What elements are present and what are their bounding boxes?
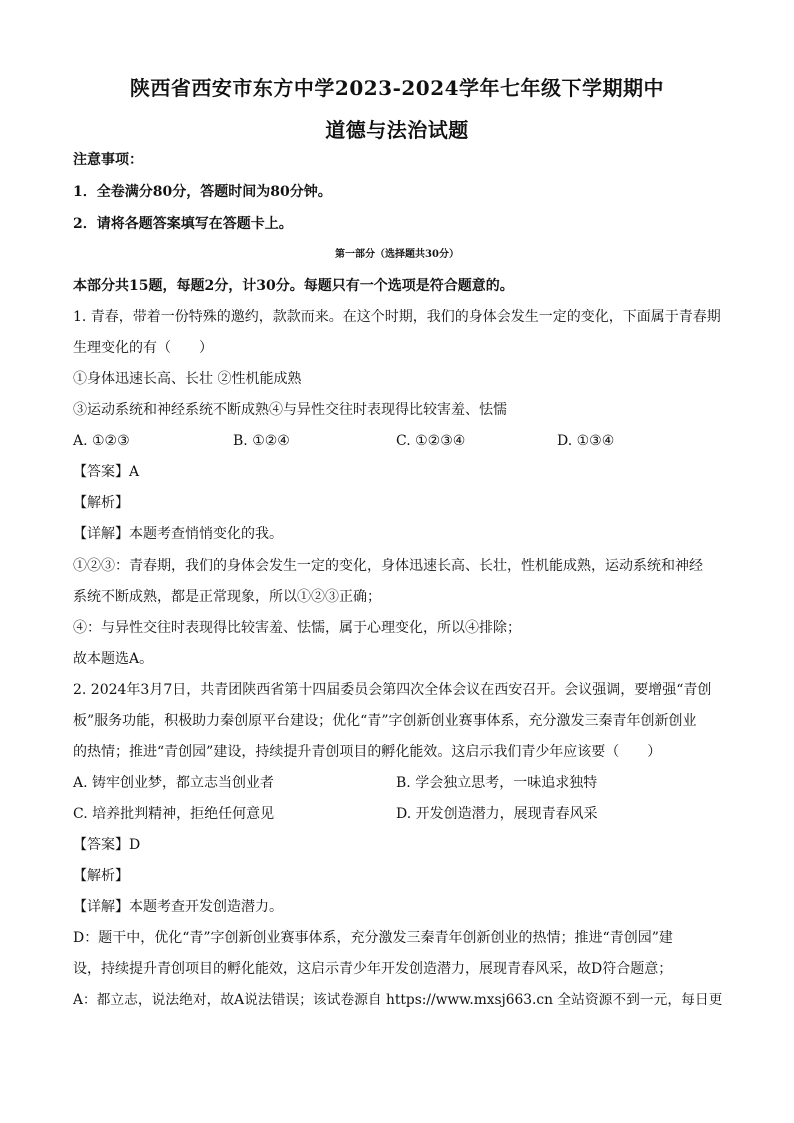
- exam-title: 陕西省西安市东方中学2023-2024学年七年级下学期期中: [129, 76, 665, 100]
- question-stem: 生理变化的有（ ）: [73, 340, 213, 356]
- notice-heading: 注意事项：: [73, 152, 143, 168]
- option-c: C. ①②③④: [396, 433, 466, 449]
- question-stem: 板”服务功能，积极助力秦创原平台建设；优化“青”字创新创业赛事体系，充分激发三秦青年创新创业: [73, 713, 697, 729]
- question-stem: 的热情；推进“青创园”建设，持续提升青创项目的孵化能效。这启示我们青少年应该要（ ）: [73, 744, 662, 760]
- notice-item: 1．全卷满分80分，答题时间为80分钟。: [73, 184, 332, 200]
- part-title: 第一部分（选择题共30分）: [335, 249, 459, 260]
- answer-label: 【答案】A: [73, 464, 140, 480]
- explanation-text: A：都立志，说法绝对，故A说法错误；该试卷源自 https://www.mxsj663.cn 全站资源不到一元，每日更: [73, 992, 723, 1008]
- explanation-text: ①②③：青春期，我们的身体会发生一定的变化，身体迅速长高、长壮，性机能成熟，运动系统和神经: [73, 558, 703, 574]
- explanation-text: ④：与异性交往时表现得比较害羞、怯懦，属于心理变化，所以④排除；: [73, 620, 521, 636]
- explanation-text: 故本题选A。: [73, 651, 154, 667]
- detail-label: 【详解】本题考查开发创造潜力。: [73, 899, 283, 915]
- question-item: ①身体迅速长高、长壮 ②性机能成熟: [73, 371, 302, 387]
- question-stem: 1. 青春，带着一份特殊的邀约，款款而来。在这个时期，我们的身体会发生一定的变化，下面属于青春期: [73, 309, 721, 325]
- option-b: B. ①②④: [233, 433, 290, 449]
- option-b: B. 学会独立思考，一味追求独特: [396, 775, 598, 791]
- option-d: D. 开发创造潜力，展现青春风采: [396, 806, 598, 822]
- part-instruction: 本部分共15题，每题2分，计30分。每题只有一个选项是符合题意的。: [73, 278, 514, 294]
- explanation-text: 设，持续提升青创项目的孵化能效，这启示青少年开发创造潜力，展现青春风采，故D符合题意；: [73, 961, 673, 977]
- analysis-label: 【解析】: [73, 495, 129, 511]
- question-item: ③运动系统和神经系统不断成熟④与异性交往时表现得比较害羞、怯懦: [73, 402, 507, 418]
- explanation-text: D：题干中，优化“青”字创新创业赛事体系，充分激发三秦青年创新创业的热情；推进“青创园”建: [73, 930, 673, 946]
- option-d: D. ①③④: [557, 433, 615, 449]
- option-a: A. 铸牢创业梦，都立志当创业者: [73, 775, 275, 791]
- detail-label: 【详解】本题考查悄悄变化的我。: [73, 526, 283, 542]
- answer-label: 【答案】D: [73, 837, 141, 853]
- option-c: C. 培养批判精神，拒绝任何意见: [73, 806, 275, 822]
- option-a: A. ①②③: [73, 433, 130, 449]
- explanation-text: 系统不断成熟，都是正常现象，所以①②③正确；: [73, 589, 381, 605]
- notice-item: 2．请将各题答案填写在答题卡上。: [73, 216, 293, 232]
- analysis-label: 【解析】: [73, 868, 129, 884]
- question-stem: 2. 2024年3月7日，共青团陕西省第十四届委员会第四次全体会议在西安召开。会议强调，要增强“青创: [73, 682, 712, 698]
- exam-subject: 道德与法治试题: [325, 118, 469, 142]
